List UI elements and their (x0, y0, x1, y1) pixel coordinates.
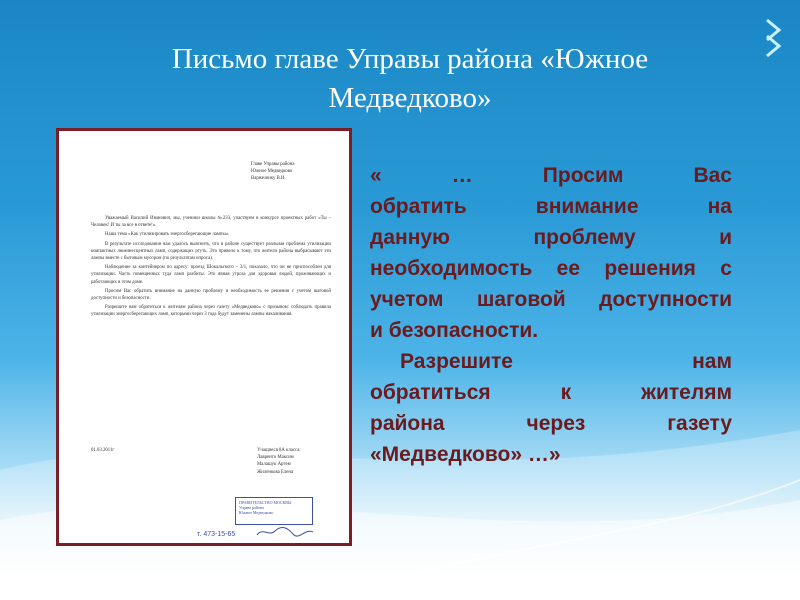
letter-date: 01.03.2011г (91, 448, 115, 453)
letter-addressee: Главе Управы района Южное Медведково Варначинку В.И. (251, 162, 295, 182)
slide-title (110, 40, 710, 118)
letter-signatories: Учащиеся 8А класса: Лавренто Максим Малашук Артем Жиленкова Елена (257, 448, 301, 475)
chevron-decoration-icon (765, 18, 785, 78)
quote-line: Разрешите нам (400, 350, 732, 373)
quote-line: необходимость ее решения с (370, 257, 732, 280)
quote-line: «Медведково» …» (370, 443, 561, 466)
quote-line: данную проблему и (370, 226, 732, 249)
quote-text (370, 160, 732, 470)
quote-line: и безопасности. (370, 319, 539, 342)
letter-document (56, 128, 352, 546)
title-line-2: Медведково» (328, 82, 492, 114)
quote-line: района через газету (370, 412, 732, 435)
quote-line: « … Просим Вас (370, 164, 732, 187)
quote-line: учетом шаговой доступности (370, 288, 732, 311)
handwritten-signature-icon (255, 525, 315, 539)
stamp: ПРАВИТЕЛЬСТВО МОСКВЫ Управа района Южное Медведково (235, 497, 313, 525)
quote-line: обратиться к жителям (370, 381, 732, 404)
title-line-1: Письмо главе Управы района «Южное (171, 43, 649, 75)
quote-line: обратить внимание на (370, 195, 732, 218)
letter-body: Уважаемый Василий Иванович, мы, ученики школы №233, участвуем в конкурсе проектных работ «Ты – Человек! И ты за все в ответе!». Наша тема «Как утилизировать энергосберегающие лампы». В результате исследования нам удалось выяснить, что в районе существует реальная проблема утилизации компактных люминесцентных ламп, содержащих ртуть. Это привело к тому, что жители района выбрасывают эти лампы вместе с бытовым мусором (по результатам опроса). Наблюдение за контейнером по адресу: проезд Шокальского – 3/1, показало, что он не приспособлен для утилизации. Часть помещенных туда ламп разбиты. Это явная угроза для здоровья людей, проживающих и работающих в этом доме. Просим Вас обратить внимание на данную проблему и необходимость ее решения с учетом шаговой доступности и безопасности. Разрешите нам обратиться к жителям района через газету «Медведково» с призывом: соблюдать правила утилизации энергосберегающих ламп, которыми через 3 года будут заменены лампы накаливания. (91, 216, 331, 318)
handwritten-phone: т. 473-15-65 (197, 531, 236, 538)
